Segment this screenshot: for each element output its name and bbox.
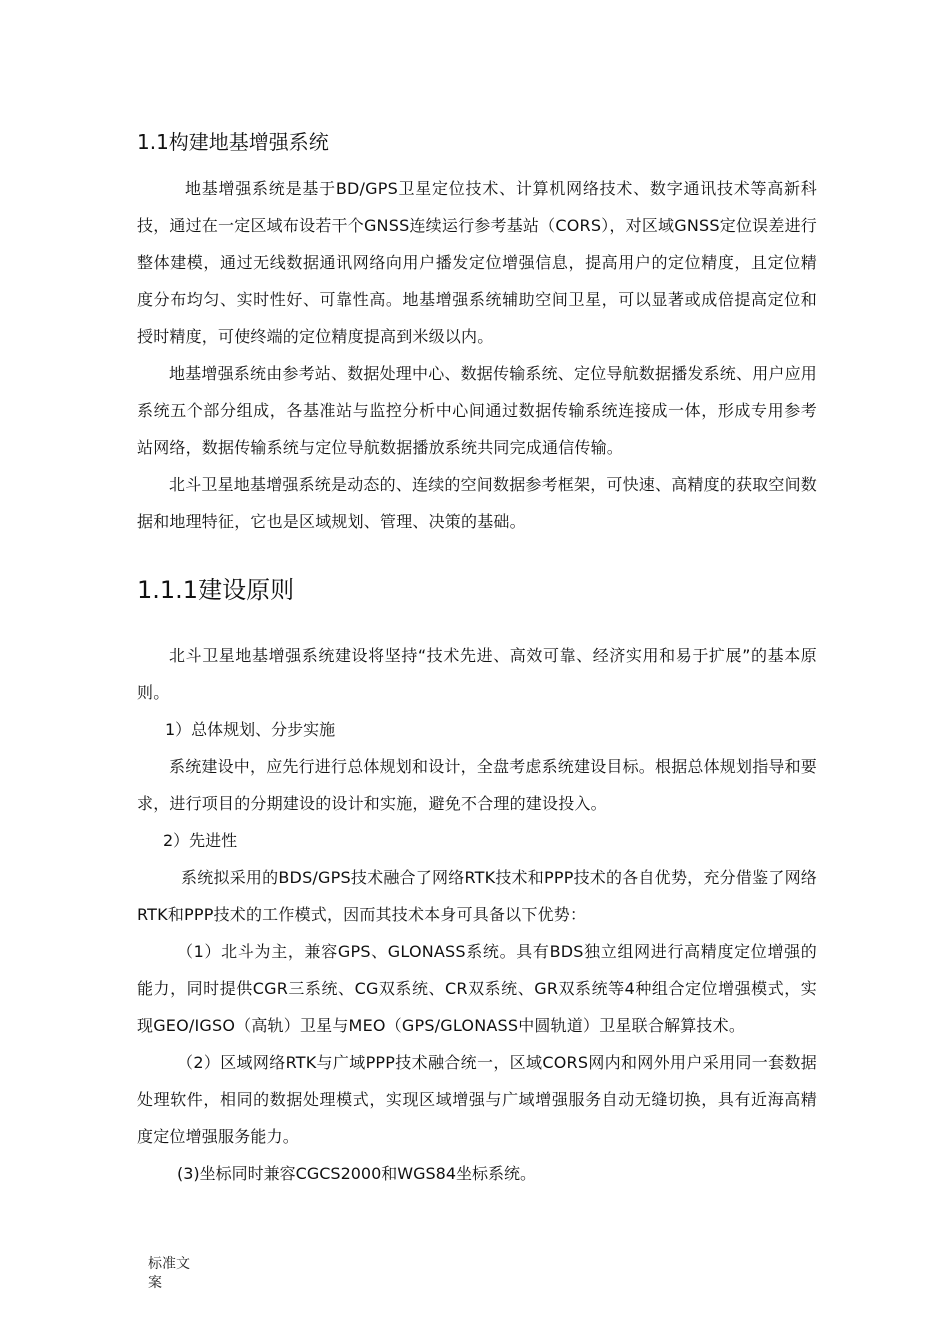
- footer-label: 标准文案: [148, 1256, 190, 1291]
- section-paragraph-2: 地基增强系统由参考站、数据处理中心、数据传输系统、定位导航数据播发系统、用户应用系统五个部分组成，各基准站与监控分析中心间通过数据传输系统连接成一体，形成专用参考站网络，数据传输系统与定位导航数据播放系统共同完成通信传输。: [137, 364, 818, 457]
- advantage-point-3: (3)坐标同时兼容CGCS2000和WGS84坐标系统。: [177, 1164, 537, 1183]
- principle-2-text: 系统拟采用的BDS/GPS技术融合了网络RTK技术和PPP技术的各自优势，充分借鉴了网络RTK和PPP技术的工作模式，因而其技术本身可具备以下优势：: [137, 868, 817, 924]
- section-paragraph-1: 地基增强系统是基于BD/GPS卫星定位技术、计算机网络技术、数字通讯技术等高新科技，通过在一定区域布设若干个GNSS连续运行参考基站（CORS），对区域GNSS定位误差进行整体建模，通过无线数据通讯网络向用户播发定位增强信息，提高用户的定位精度，且定位精度分布均匀、实时性好、可靠性高。地基增强系统辅助空间卫星，可以显著或成倍提高定位和授时精度，可使终端的定位精度提高到米级以内。: [137, 179, 817, 346]
- subsection-heading: 1.1.1建设原则: [137, 576, 295, 604]
- principle-1-title: 1）总体规划、分步实施: [165, 720, 336, 739]
- advantage-point-2: （2）区域网络RTK与广域PPP技术融合统一，区域CORS网内和网外用户采用同一套数据处理软件，相同的数据处理模式，实现区域增强与广域增强服务自动无缝切换，具有近海高精度定位增强服务能力。: [137, 1053, 817, 1146]
- advantage-point-1: （1）北斗为主，兼容GPS、GLONASS系统。具有BDS独立组网进行高精度定位增强的能力，同时提供CGR三系统、CG双系统、CR双系统、GR双系统等4种组合定位增强模式，实现GEO/IGSO（高轨）卫星与MEO（GPS/GLONASS中圆轨道）卫星联合解算技术。: [137, 942, 817, 1035]
- section-heading: 1.1构建地基增强系统: [137, 130, 329, 154]
- principle-1-text: 系统建设中，应先行进行总体规划和设计，全盘考虑系统建设目标。根据总体规划指导和要求，进行项目的分期建设的设计和实施，避免不合理的建设投入。: [137, 757, 818, 813]
- section-paragraph-3: 北斗卫星地基增强系统是动态的、连续的空间数据参考框架，可快速、高精度的获取空间数据和地理特征，它也是区域规划、管理、决策的基础。: [137, 475, 818, 531]
- subsection-intro: 北斗卫星地基增强系统建设将坚持“技术先进、高效可靠、经济实用和易于扩展”的基本原则。: [137, 646, 817, 702]
- principle-2-title: 2）先进性: [163, 831, 238, 850]
